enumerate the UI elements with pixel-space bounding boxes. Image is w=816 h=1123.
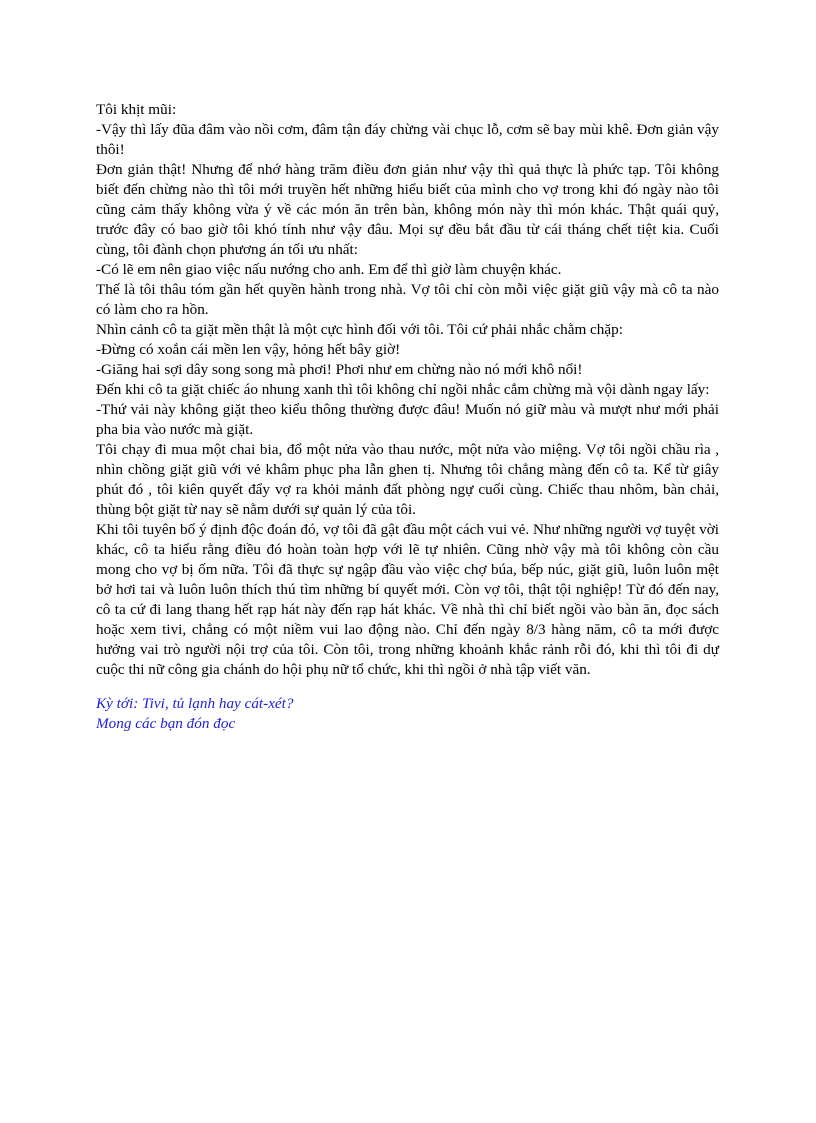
paragraph: Đơn giản thật! Nhưng để nhớ hàng trăm điều đơn giản như vậy thì quả thực là phức tạp. Tôi không biết đến chừng nào thì tôi mới truyền hết những hiểu biết của mình cho vợ trong khi đó ngày nào tôi cũng cảm thấy không vừa ý về các món ăn trên bàn, không món này thì món khác. Thật quái quỷ, trước đây có bao giờ tôi khó tính như vậy đâu. Mọi sự đều bắt đầu từ cái tháng chết tiệt kia. Cuối cùng, tôi đành chọn phương án tối ưu nhất: [96, 161, 719, 258]
invitation-line: Mong các bạn đón đọc [96, 715, 236, 732]
paragraph: Thế là tôi thâu tóm gần hết quyền hành trong nhà. Vợ tôi chỉ còn mỗi việc giặt giũ vậy mà cô ta nào có làm cho ra hồn. [96, 281, 719, 318]
paragraph: -Có lẽ em nên giao việc nấu nướng cho anh. Em để thì giờ làm chuyện khác. [96, 261, 562, 278]
footer-note [96, 694, 719, 734]
paragraph: -Thứ vải này không giặt theo kiểu thông thường được đâu! Muốn nó giữ màu và mượt như mới phải pha bia vào nước mà giặt. [96, 401, 719, 438]
next-issue-line: Kỳ tới: Tivi, tủ lạnh hay cát-xét? [96, 695, 294, 712]
story-body [96, 100, 719, 680]
paragraph: Tôi chạy đi mua một chai bia, đổ một nửa vào thau nước, một nửa vào miệng. Vợ tôi ngồi chầu rìa , nhìn chồng giặt giũ với vẻ khâm phục pha lẫn ghen tị. Nhưng tôi chẳng màng đến cô ta. Kể từ giây phút đó , tôi kiên quyết đẩy vợ ra khỏi mảnh đất phòng ngự cuối cùng. Chiếc thau nhôm, bàn chải, thùng bột giặt từ nay sẽ nằm dưới sự quản lý của tôi. [96, 441, 719, 518]
document-page [96, 100, 719, 734]
paragraph: -Vậy thì lấy đũa đâm vào nồi cơm, đâm tận đáy chừng vài chục lỗ, cơm sẽ bay mùi khê. Đơn giản vậy thôi! [96, 121, 719, 158]
paragraph: Tôi khịt mũi: [96, 101, 177, 118]
paragraph: Nhìn cảnh cô ta giặt mền thật là một cực hình đối với tôi. Tôi cứ phải nhắc chằm chặp: [96, 321, 623, 338]
paragraph: -Đừng có xoắn cái mền len vậy, hỏng hết bây giờ! [96, 341, 401, 358]
paragraph: Đến khi cô ta giặt chiếc áo nhung xanh thì tôi không chỉ ngồi nhắc cẳm chừng mà vội dành ngay lấy: [96, 381, 710, 398]
paragraph: Khi tôi tuyên bố ý định độc đoán đó, vợ tôi đã gật đầu một cách vui vẻ. Như những người vợ tuyệt vời khác, cô ta hiểu rằng điều đó hoàn toàn hợp với lẽ tự nhiên. Cũng nhờ vậy mà tôi không còn cầu mong cho vợ bị ốm nữa. Tôi đã thực sự ngập đầu vào việc chợ búa, bếp núc, giặt giũ, luôn luôn mệt bở hơi tai và luôn luôn thích thú tìm những bí quyết mới. Còn vợ tôi, thật tội nghiệp! Từ đó đến nay, cô ta cứ đi lang thang hết rạp hát này đến rạp hát khác. Về nhà thì chỉ biết ngồi vào bàn ăn, đọc sách hoặc xem tivi, chẳng có một niềm vui lao động nào. Chỉ đến ngày 8/3 hàng năm, cô ta mới được hưởng vai trò người nội trợ của tôi. Còn tôi, trong những khoảnh khắc rảnh rỗi đó, khi thì tôi đi dự cuộc thi nữ công gia chánh do hội phụ nữ tổ chức, khi thì ngồi ở nhà tập viết văn. [96, 521, 719, 678]
paragraph: -Giăng hai sợi dây song song mà phơi! Phơi như em chừng nào nó mới khô nổi! [96, 361, 583, 378]
